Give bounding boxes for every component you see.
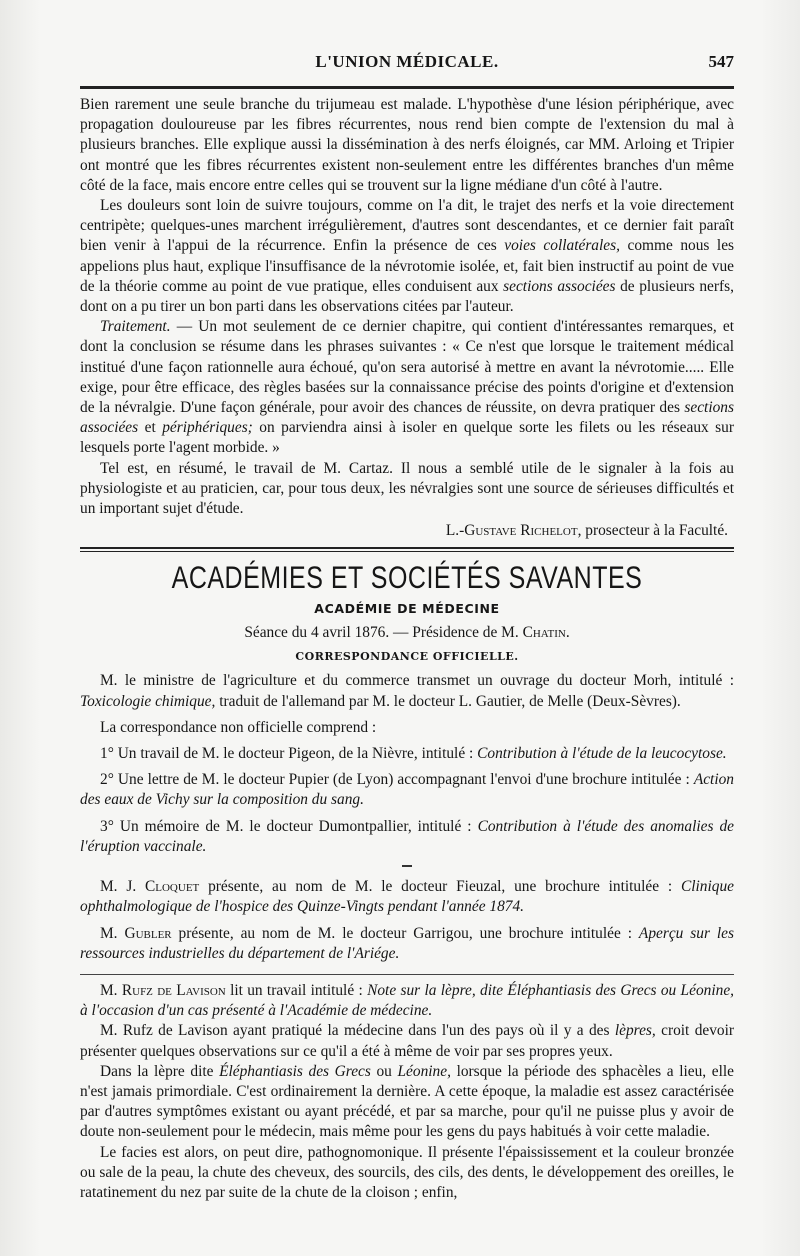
running-head (80, 52, 734, 74)
academy-name: ACADÉMIE DE MÉDECINE (314, 601, 500, 617)
academy-report (80, 671, 734, 1203)
unofficial-intro: La correspondance non officielle comprend : (100, 718, 377, 736)
short-separator (402, 865, 412, 867)
header-rule (80, 86, 734, 89)
rufz-paragraph-2: Dans la lèpre dite Éléphantiasis des Grecs ou Léonine, lorsque la période des sphacèles a lieu, elle n'est jamais primordiale. C'est ordinairement la dernière. A cette époque, la maladie est assez caractérisée par d'autres symptômes existant ou ayant précédé, et par sa marche, pour qu'il ne puisse plus y avoir de doute non-seulement pour le médecin, mais même pour les gens du pays habitués à voir cette maladie. (80, 1062, 734, 1141)
rufz-reading: M. Rufz de Lavison lit un travail intitulé : Note sur la lèpre, dite Éléphantiasis des Grecs ou Léonine, à l'occasion d'un cas présenté à l'Académie de médecine. (80, 981, 734, 1020)
correspondence-item-1: 1° Un travail de M. le docteur Pigeon, de la Nièvre, intitulé : Contribution à l'étude de la leucocytose. (100, 745, 727, 763)
author-signature: L.-Gustave Richelot, prosecteur à la Faculté. (445, 522, 728, 540)
review-paragraph-3: Traitement. — Un mot seulement de ce dernier chapitre, qui contient d'intéressantes remarques, et dont la conclusion se résume dans les phrases suivantes : « Ce n'est que lorsque le traitement médical institué d'une façon rationnelle aura échoué, qu'on sera autorisé à mettre en avant la névrotomie..... Elle exige, pour être efficace, des règles basées sur la connaissance précise des points d'origine et d'extension de la névralgie. D'une façon générale, pour avoir des chances de réussite, on devra pratiquer des sections associées et périphériques; on parviendra ainsi à isoler en quelque sorte les filets ou les réseaux sur lesquels porte l'agent morbide. » (80, 318, 734, 457)
cloquet-presentation: M. J. Cloquet présente, au nom de M. le docteur Fieuzal, une brochure intitulée : Clinique ophthalmologique de l'hospice des Quinze-Vingts pendant l'année 1874. (80, 878, 734, 916)
session-line: Séance du 4 avril 1876. — Présidence de M. Chatin. (244, 624, 570, 642)
official-correspondence: M. le ministre de l'agriculture et du commerce transmet un ouvrage du docteur Morh, intitulé : Toxicologie chimique, traduit de l'allemand par M. le docteur L. Gautier, de Melle (Deux-Sèvres). (80, 672, 734, 710)
rufz-paragraph-3: Le facies est alors, on peut dire, pathognomonique. Il présente l'épaississement et la couleur bronzée ou sale de la peau, la chute des cheveux, des sourcils, des cils, des dents, le développement des oreilles, le ratatinement du nez par suite de la chute de la cloison ; enfin, (80, 1143, 734, 1201)
review-paragraph-1: Bien rarement une seule branche du trijumeau est malade. L'hypothèse d'une lésion périphérique, avec propagation douloureuse par les fibres récurrentes, nous rend bien compte de l'extension du mal à plusieurs branches. Elle explique aussi la dissémination à des nerfs éloignés, car MM. Arloing et Tripier ont montré que les fibres récurrentes existent non-seulement entre les différentes branches d'un même côté de la face, mais encore entre celles qui se trouvent sur la ligne médiane d'un côté à l'autre. (80, 96, 734, 194)
treatment-label: Traitement. (100, 318, 171, 336)
gubler-presentation: M. Gubler présente, au nom de M. le docteur Garrigou, une brochure intitulée : Aperçu sur les ressources industrielles du département de l'Ariége. (80, 924, 734, 962)
review-paragraph-4: Tel est, en résumé, le travail de M. Cartaz. Il nous a semblé utile de le signaler à la fois au physiologiste et au praticien, car, pour tous deux, les névralgies sont une source de sérieuses difficultés et un important sujet d'étude. (80, 459, 734, 518)
correspondence-item-2: 2° Une lettre de M. le docteur Pupier (de Lyon) accompagnant l'envoi d'une brochure intitulée : Action des eaux de Vichy sur la composition du sang. (80, 771, 734, 809)
rufz-paragraph-1: M. Rufz de Lavison ayant pratiqué la médecine dans l'un des pays où il y a des lèpres, croit devoir présenter quelques observations sur ce qu'il a été à même de voir par ses propres yeux. (80, 1022, 735, 1060)
journal-name: L'UNION MÉDICALE. (315, 52, 499, 71)
review-article (80, 95, 734, 541)
section-divider (80, 547, 734, 552)
correspondence-item-3: 3° Un mémoire de M. le docteur Dumontpallier, intitulé : Contribution à l'étude des anomalies de l'éruption vaccinale. (80, 817, 734, 855)
correspondence-heading: CORRESPONDANCE OFFICIELLE. (295, 650, 519, 664)
page-number: 547 (708, 52, 734, 71)
separator-line (80, 974, 734, 975)
section-title: ACADÉMIES ET SOCIÉTÉS SAVANTES (171, 560, 643, 596)
review-paragraph-2: Les douleurs sont loin de suivre toujours, comme on l'a dit, le trajet des nerfs et la voie directement centripète; quelques-unes marchent irrégulièrement, d'autres sont descendantes, et ce dernier fait paraît bien venir à l'appui de la récurrence. Enfin la présence de ces voies collatérales, comme nous les appelions plus haut, explique l'insuffisance de la névrotomie isolée, et, fait bien instructif au point de vue de la théorie comme au point de vue pratique, elles conduisent aux sections associées de plusieurs nerfs, dont on a pu tirer un bon parti dans les observations citées par l'auteur. (80, 197, 735, 316)
